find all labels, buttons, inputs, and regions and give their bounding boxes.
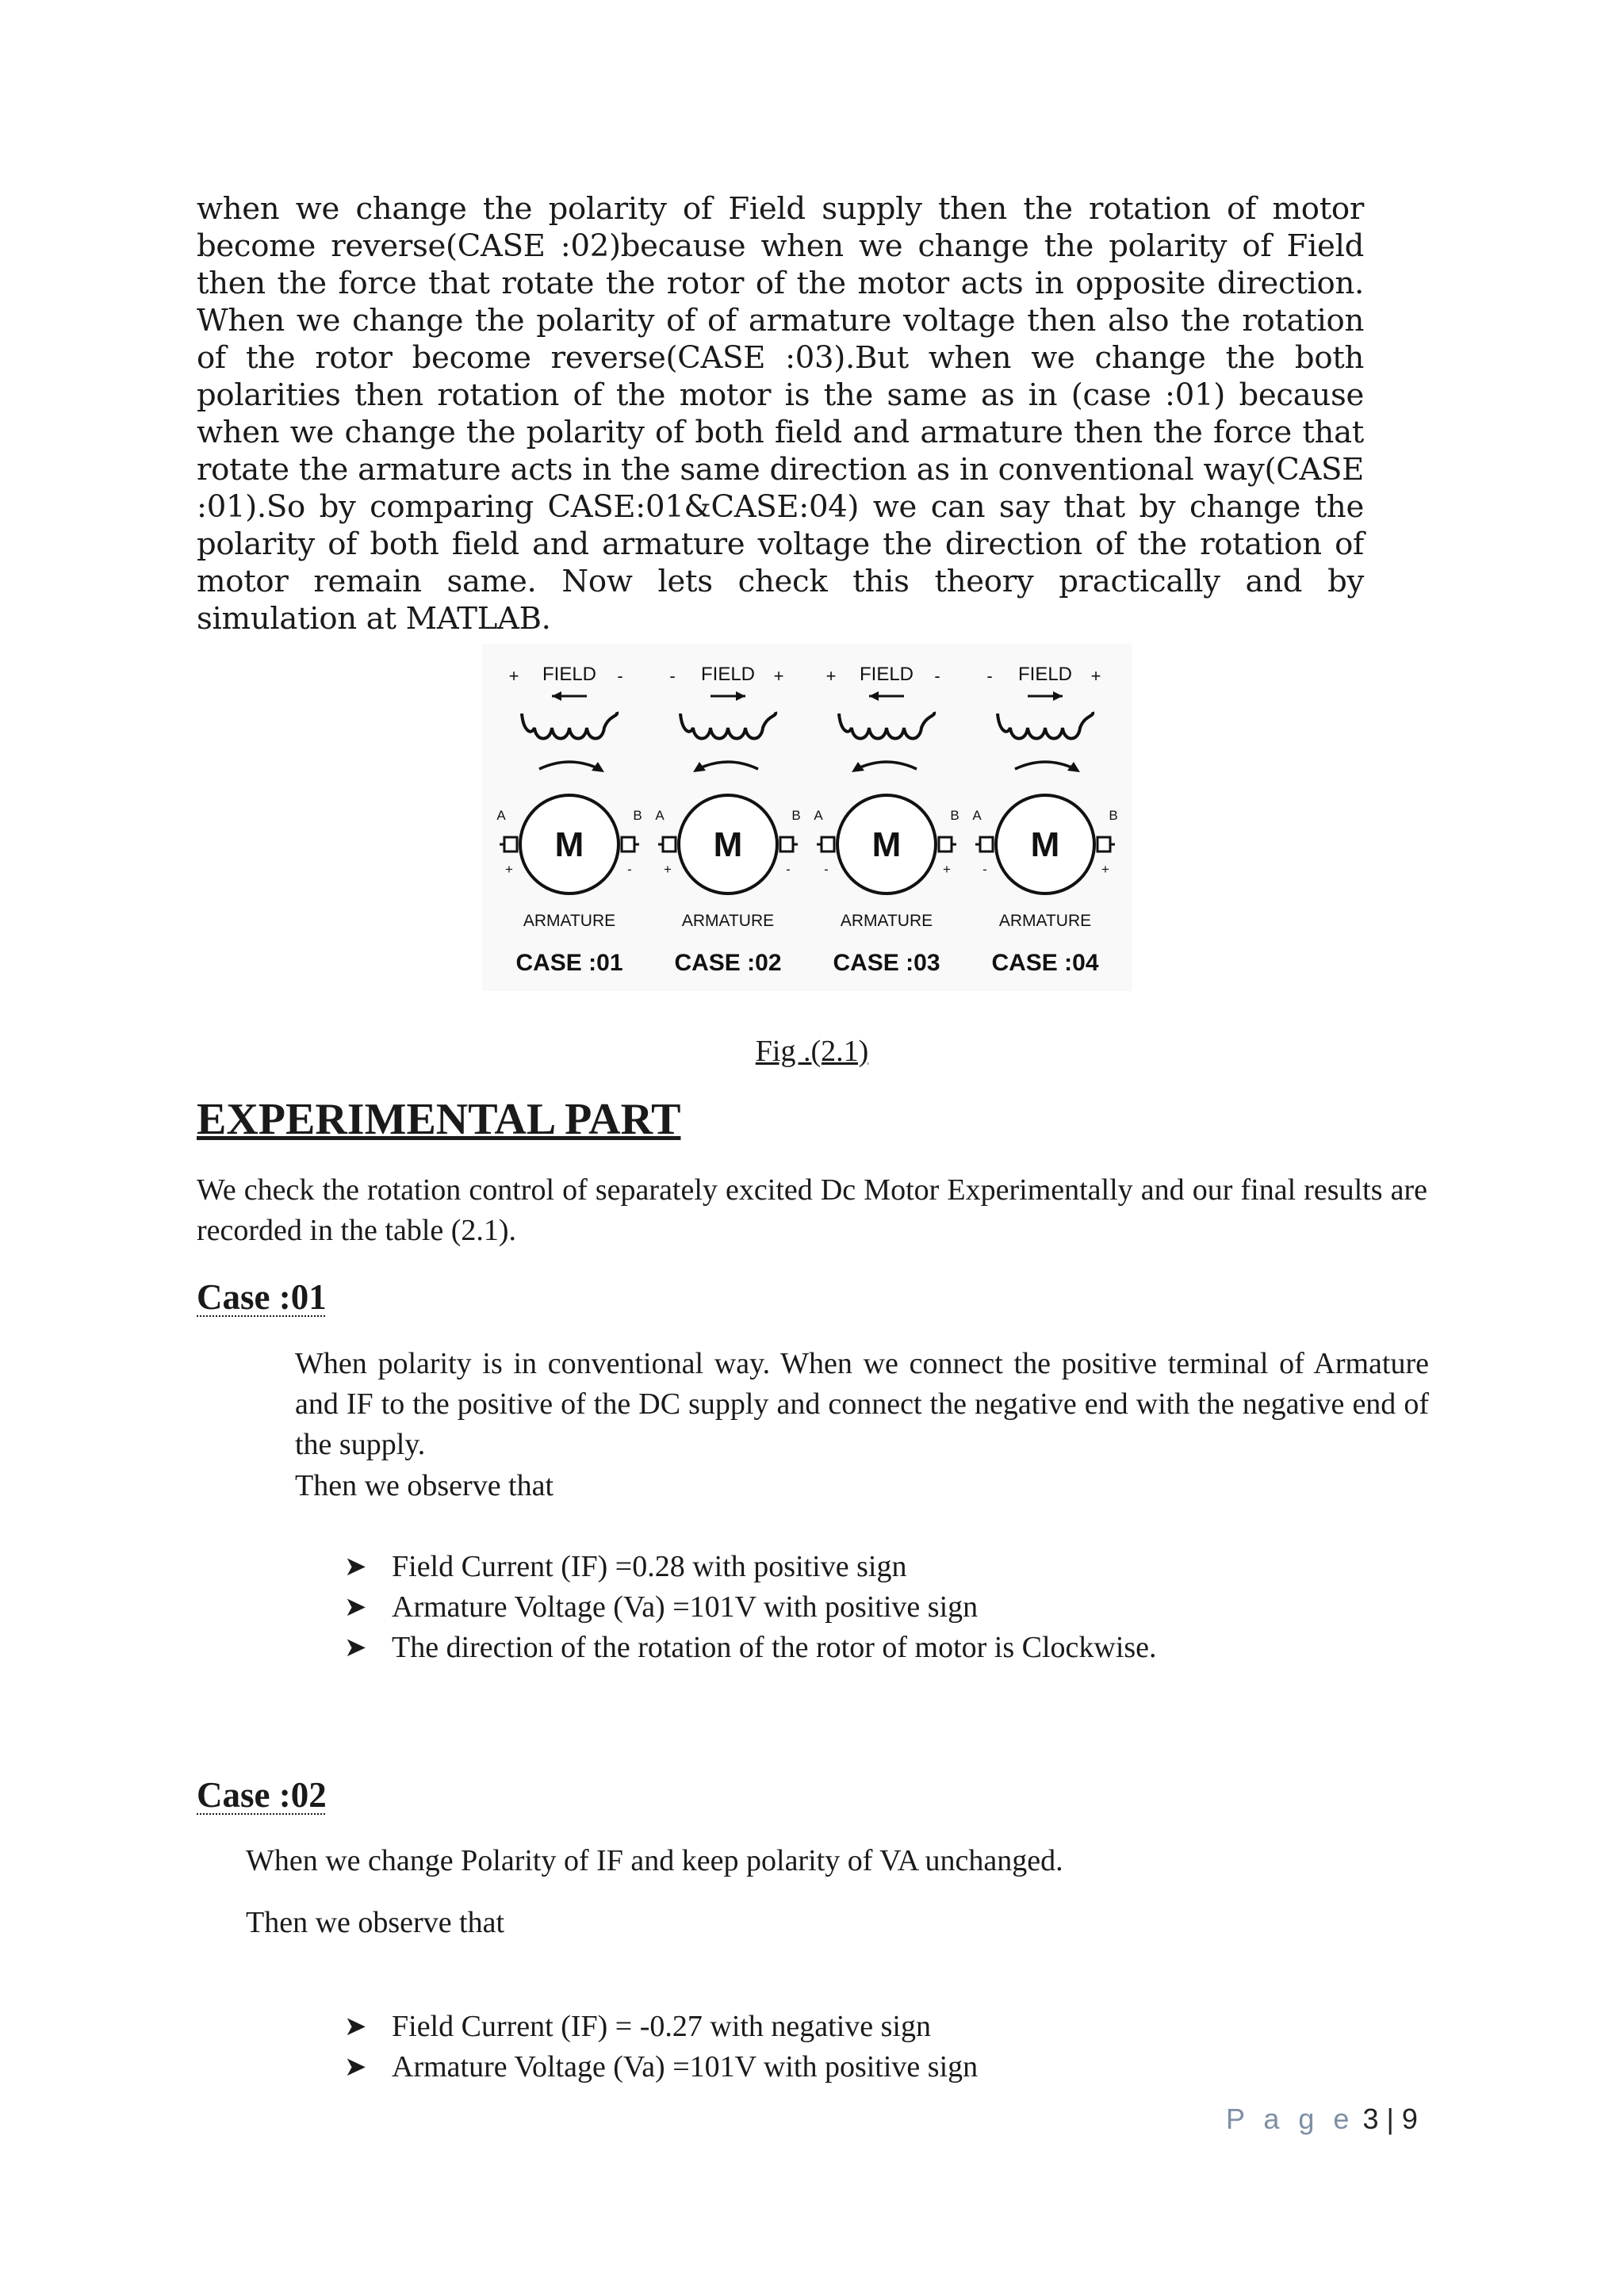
brush-right (622, 837, 634, 851)
observation-text: Armature Voltage (Va) =101V with positive sign (392, 1590, 979, 1624)
case-01-observe: Then we observe that (295, 1469, 554, 1502)
armature-right-sign: + (943, 862, 951, 877)
motor-letter: M (554, 825, 584, 864)
terminal-a-label: A (655, 808, 665, 823)
armature-right-sign: - (786, 862, 791, 877)
armature-label: ARMATURE (523, 912, 616, 930)
field-left-sign: - (669, 666, 676, 686)
list-item (344, 1627, 1157, 1667)
figure-caption: Fig .(2.1) (755, 1035, 869, 1068)
armature-right-sign: - (627, 862, 632, 877)
field-coil-icon (522, 712, 617, 739)
observation-text: Field Current (IF) =0.28 with positive sign (392, 1549, 907, 1583)
armature-label: ARMATURE (840, 912, 933, 930)
case-02-heading: Case :02 (197, 1775, 327, 1815)
observation-text: Field Current (IF) = -0.27 with negative sign (392, 2009, 931, 2043)
motor-letter: M (871, 825, 902, 864)
arrow-bullet-icon: ➤ (344, 1552, 367, 1582)
field-arrow-icon (869, 691, 879, 701)
field-coil-icon (680, 712, 776, 739)
terminal-a-label: A (972, 808, 982, 823)
terminal-a-label: A (496, 808, 506, 823)
brush-left (822, 837, 834, 851)
case-label: CASE :03 (833, 950, 940, 976)
motor-letter: M (713, 825, 743, 864)
dc-motor-polarity-figure (482, 644, 1132, 991)
intro-paragraph: when we change the polarity of Field supply then the rotation of motor become reverse(CASE :02)because when we change the polarity of Field then the force that rotate the rotor of the motor acts in opposite direction. When we change the polarity of of armature voltage then also the rotation of the rotor become reverse(CASE :03).But when we change the both polarities then rotation of the motor is the same as in (case :01) because when we change the polarity of both field and armature then the force that rotate the armature acts in the same direction as in conventional way(CASE :01).So by comparing CASE:01&CASE:04) we can say that by change the polarity of both field and armature voltage the direction of the rotation of motor remain same. Now lets check this theory practically and by simulation at MATLAB. (197, 191, 1364, 637)
rotation-arc (539, 762, 599, 769)
case-01-observations (344, 1546, 1157, 1667)
armature-label: ARMATURE (681, 912, 775, 930)
terminal-b-label: B (1109, 808, 1118, 823)
total-pages: 9 (1401, 2103, 1418, 2135)
case-02-observations (344, 2006, 978, 2087)
armature-left-sign: - (982, 862, 987, 877)
field-left-sign: + (508, 666, 519, 686)
terminal-a-label: A (814, 808, 823, 823)
armature-left-sign: + (505, 862, 513, 877)
brush-left (504, 837, 517, 851)
motor-letter: M (1030, 825, 1060, 864)
field-right-sign: + (1090, 666, 1101, 686)
armature-right-sign: + (1101, 862, 1109, 877)
case-01-description: When polarity is in conventional way. When we connect the positive terminal of Armature and IF to the positive of the DC supply and connect the negative end with the negative end of the supply. (295, 1347, 1429, 1461)
terminal-b-label: B (633, 808, 642, 823)
brush-left (980, 837, 993, 851)
brush-left (663, 837, 676, 851)
case-label: CASE :01 (515, 950, 623, 976)
field-right-sign: + (773, 666, 784, 686)
list-item (344, 2046, 978, 2087)
rotation-arc (1015, 762, 1075, 769)
arrow-bullet-icon: ➤ (344, 2052, 367, 2082)
page-separator: | (1386, 2103, 1394, 2135)
field-right-sign: - (617, 666, 623, 686)
observation-text: The direction of the rotation of the rotor of motor is Clockwise. (392, 1630, 1157, 1664)
case-label: CASE :04 (991, 950, 1099, 976)
field-label: FIELD (542, 664, 597, 685)
arrow-bullet-icon: ➤ (344, 1632, 367, 1663)
armature-left-sign: + (664, 862, 672, 877)
case-02-observe: Then we observe that (246, 1906, 505, 1939)
rotation-arc (856, 762, 917, 769)
observation-text: Armature Voltage (Va) =101V with positive sign (392, 2049, 979, 2084)
case-01-heading: Case :01 (197, 1277, 327, 1317)
page-footer (1226, 2103, 1418, 2136)
field-label: FIELD (700, 664, 756, 685)
field-arrow-icon (736, 691, 745, 701)
arrow-bullet-icon: ➤ (344, 2011, 367, 2042)
list-item (344, 1586, 1157, 1627)
page-word: P a g e (1226, 2103, 1355, 2135)
field-arrow-icon (552, 691, 561, 701)
arrow-bullet-icon: ➤ (344, 1592, 367, 1622)
field-label: FIELD (1017, 664, 1073, 685)
list-item (344, 1546, 1157, 1586)
armature-label: ARMATURE (998, 912, 1092, 930)
brush-right (780, 837, 793, 851)
polarity-cases-diagram (482, 644, 1132, 991)
page-number: 3 (1362, 2103, 1379, 2135)
field-label: FIELD (859, 664, 914, 685)
case-02-description: When we change Polarity of IF and keep polarity of VA unchanged. (246, 1844, 1063, 1877)
brush-right (939, 837, 952, 851)
brush-right (1097, 837, 1110, 851)
rotation-arc (698, 762, 758, 769)
case-label: CASE :02 (674, 950, 782, 976)
field-right-sign: - (934, 666, 940, 686)
terminal-b-label: B (950, 808, 959, 823)
field-left-sign: + (825, 666, 837, 686)
section-title: EXPERIMENTAL PART (197, 1095, 681, 1144)
field-coil-icon (998, 712, 1093, 739)
field-left-sign: - (986, 666, 993, 686)
field-arrow-icon (1053, 691, 1063, 701)
field-coil-icon (839, 712, 934, 739)
terminal-b-label: B (791, 808, 801, 823)
experimental-intro: We check the rotation control of separately excited Dc Motor Experimentally and our final results are recorded in the table (2.1). (197, 1173, 1427, 1247)
list-item (344, 2006, 978, 2046)
armature-left-sign: - (824, 862, 829, 877)
